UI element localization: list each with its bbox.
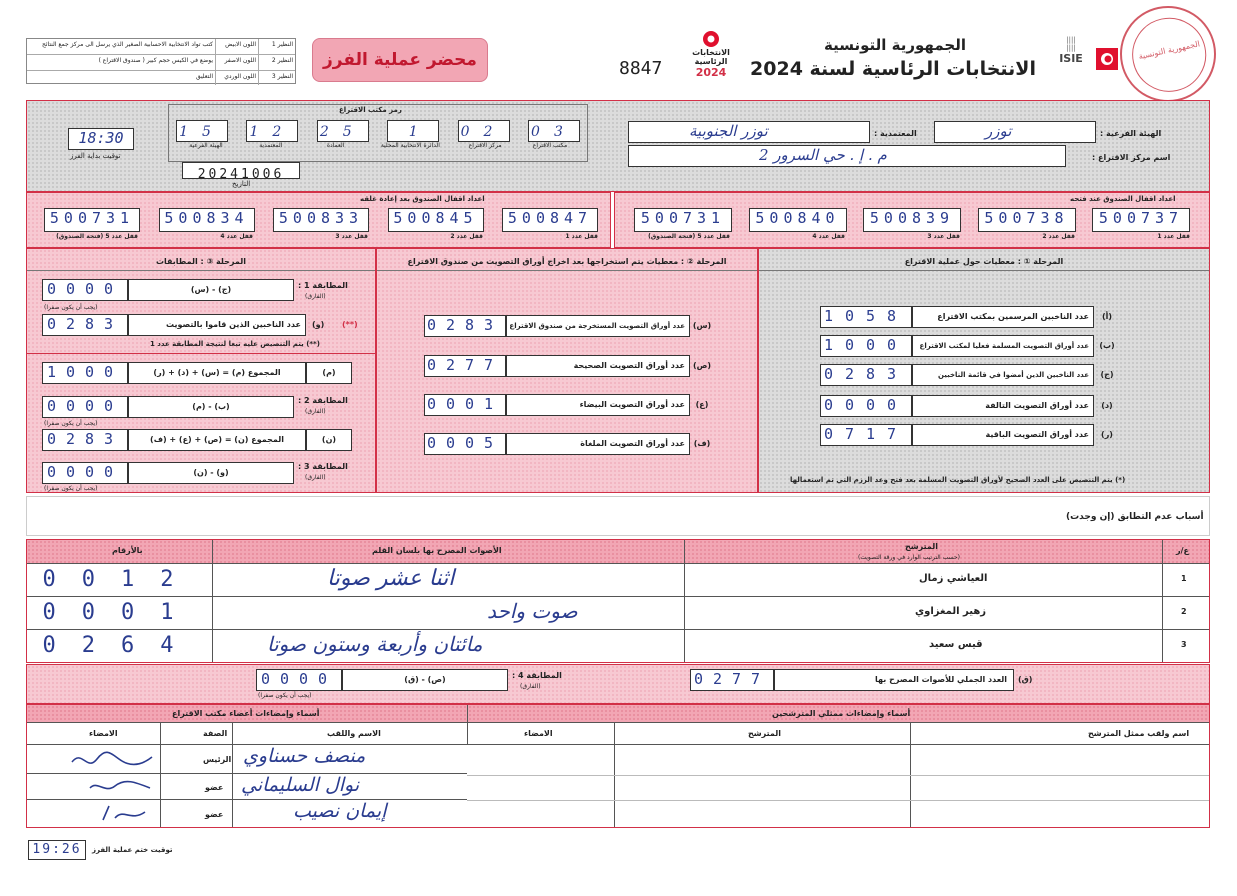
stage1-label: عدد أوراق التصويت المسلمة فعليا لمكتب الاقتراع [912,335,1094,357]
results-header [27,540,1209,564]
match4-value-box [256,669,342,691]
code-title: رمز مكتب الاقتراع [339,106,402,114]
reps-col: الامضاء [524,729,553,738]
match4-value[interactable]: 0000 [260,670,338,688]
match2-value-box [42,396,128,418]
match1-label: المطابقة 1 : [298,281,348,290]
stage1-value[interactable]: 0000 [823,396,909,414]
reps-row-line [467,775,1209,776]
legend-use: كتب تواد الانتخابية الاحسابية الصغير الذي يرسل الى مركز جمع النتائج [41,41,213,48]
result-digits-box [31,566,211,594]
center-field [628,145,1066,167]
stage1-row [820,364,1120,386]
code-boxes [176,120,580,140]
regional-label: الهيئة الفرعية : [1100,129,1162,138]
match3-value[interactable]: 0000 [46,463,124,481]
stage1-code: (ب) [1099,341,1115,350]
stage2-title: المرحلة ② : معطيات يتم استخراجها بعد اخراج أوراق التصويت من صندوق الاقتراع [407,257,727,266]
member-role: الرئيس [203,755,232,764]
match2-zero-note: (يجب أن يكون صفرا) [44,420,98,427]
stage2-code: (س) [692,321,712,330]
member-role: عضو [205,810,224,819]
republic-title: الجمهورية التونسية [824,36,966,54]
reps-col: المترشح [748,729,781,738]
stage1-label: عدد الناخبين الذين أمضوا في قائمة الناخبين [912,364,1094,386]
result-digits[interactable]: 0012 [42,567,200,592]
reps-title: أسماء وإمضاءات ممثلي المترشحين [772,709,911,718]
match3-diff: (الفارق) [305,474,326,481]
members-col: الامضاء [89,729,118,738]
end-time-label: توقيت ختم عملية الفرز [92,846,173,854]
voters-value[interactable]: 0283 [46,315,124,333]
match1-formula: (ج) - (س) [128,279,294,301]
total-label: العدد الجملي للأصوات المصرح بها [774,669,1014,691]
logo-year: 2024 [695,66,727,79]
result-name: زهير المغزاوي [915,606,987,617]
lock-value[interactable]: 500839 [869,209,955,227]
code-value[interactable]: 12 [249,124,296,140]
stage1-code: (أ) [1101,312,1113,321]
totals-band [26,664,1210,704]
sum-n-value-box [42,429,128,451]
code-value[interactable]: 03 [531,124,577,140]
member-name[interactable]: إيمان نصيب [293,800,387,822]
delegation-value[interactable]: توزر الجنوبية [689,122,768,140]
member-name[interactable]: نوال السليماني [241,774,360,796]
member-row [27,774,467,800]
stage2-row [424,315,714,337]
col-candidate: المترشح [905,542,938,551]
member-row [27,745,467,774]
center-label: اسم مركز الاقتراع : [1092,153,1171,162]
isie-text: ISIE [1059,52,1083,65]
code-labels [176,142,580,149]
signature-icon [67,747,157,773]
stage2-value[interactable]: 0277 [426,356,504,374]
code-value[interactable]: 1 [408,124,418,140]
regional-field [934,121,1096,143]
logo-text-1: الانتخابات [692,48,730,57]
start-time-box [68,128,134,148]
stage2-value[interactable]: 0283 [426,316,504,334]
code-label: مكتب الاقتراع [532,142,568,149]
result-num: 1 [1181,574,1187,583]
match2-value[interactable]: 0000 [46,397,124,415]
stage2-row [424,355,714,377]
stage1-row [820,335,1120,357]
stage1-label: عدد أوراق التصويت الباقية [912,424,1094,446]
start-time-label: توقيت بداية الفرز [70,152,121,160]
table-row [27,597,1209,630]
signature-icon [95,802,155,826]
stage2-label: عدد أوراق التصويت البيضاء [506,394,690,416]
sum-m-value-box [42,362,128,384]
result-num: 3 [1181,640,1187,649]
isie-logo: |||| |||| ISIE [1048,36,1094,86]
date-box [182,162,300,182]
delegation-label: المعتمدية : [874,129,917,138]
code-value[interactable]: 25 [319,124,366,140]
stage1-row [820,306,1120,328]
official-stamp [1111,0,1225,111]
voters-stars: (**) [342,320,358,329]
legend-color: اللون الابيض [215,39,258,54]
result-digits-box [31,632,211,660]
members-header-row [27,723,467,745]
legend-use: يوضع في الكيس حجم كبير ( صندوق الاقتراع ) [98,57,213,64]
stage1-label: عدد الناخبين المرسمين بمكتب الاقتراع [912,306,1094,328]
code-value[interactable]: 15 [179,124,225,140]
lock-label: قفل عدد 2 [450,233,483,240]
lock-label: قفل عدد 2 [1042,233,1075,240]
result-digits[interactable]: 0264 [42,633,200,658]
result-num: 2 [1181,607,1187,616]
sum-m-code: (م) [306,362,352,384]
match1-zero-note: (يجب أن يكون صفرا) [44,304,98,311]
locks-closing-title: اعداد اقفال الصندوق بعد إعادة غلقه [360,195,485,203]
stage1-value[interactable]: 0717 [823,425,909,443]
mismatch-field[interactable] [26,496,1210,536]
code-label: مركز الاقتراع [468,142,502,149]
lock-label: قفل عدد 5 (فتحة الصندوق) [648,233,730,240]
match2-label: المطابقة 2 : [298,396,348,405]
col-num: ع/ر [1176,546,1189,555]
locks-closing-row [44,208,598,232]
match4-diff: (الفارق) [520,683,541,690]
sum-n-label: المجموع (ن) = (ص) + (ع) + (ف) [128,429,306,451]
start-time-value[interactable]: 18:30 [78,129,124,147]
table-row [27,630,1209,662]
code-label: الدائرة الانتخابية المحلية [380,142,440,149]
end-time-value[interactable]: 19:26 [32,842,82,857]
table-row [27,564,1209,597]
lock-value[interactable]: 500834 [164,209,249,227]
member-name[interactable]: منصف حسناوي [243,745,366,767]
lock-label: قفل عدد 3 [927,233,960,240]
members-col: الاسم واللقب [327,729,381,738]
stage1-header [759,249,1209,271]
lock-value[interactable]: 500731 [640,209,726,227]
stage2-code: (ص) [692,361,712,370]
stage2-code: (ف) [693,439,711,448]
mismatch-label: أسباب عدم التطابق (إن وجدت) [1066,512,1204,522]
legend-color: اللون الوردي [215,71,258,85]
election-logo [686,30,736,92]
legend-color: اللون الاصفر [215,55,258,70]
legend-copy: النظير 3 [258,71,295,85]
stage2-label: عدد أوراق التصويت الصحيحة [506,355,690,377]
match3-label: المطابقة 3 : [298,462,348,471]
stage2-label: عدد أوراق التصويت الملغاة [506,433,690,455]
stage1-value[interactable]: 1000 [823,336,909,354]
match1-diff: (الفارق) [305,293,326,300]
stage2-value[interactable]: 0005 [426,434,504,452]
result-name: العياشي زمال [919,573,988,584]
date-label: التاريخ [232,180,251,188]
stage1-row [820,395,1120,417]
locks-opening-row [634,208,1190,232]
match4-label: المطابقة 4 : [512,671,562,680]
legend-copy: النظير 1 [258,39,295,54]
match1-value[interactable]: 0000 [46,280,124,298]
lock-value[interactable]: 500737 [1098,209,1184,227]
match4-zero-note: (يجب أن يكون صفرا) [258,692,312,699]
tunisia-flag-icon [1096,48,1118,70]
result-digits-box [31,599,211,627]
code-label: الهيئة الفرعية [189,142,223,149]
locks-opening-title: اعداد اقفال الصندوق عند فتحه [1070,195,1176,203]
lock-label: قفل عدد 5 (فتحة الصندوق) [56,233,138,240]
lock-label: قفل عدد 4 [220,233,253,240]
match3-value-box [42,462,128,484]
lock-value[interactable]: 500847 [507,209,593,227]
match3-formula: (و) - (ن) [128,462,294,484]
members-col: الصفة [203,729,228,738]
lock-value[interactable]: 500840 [755,209,840,227]
form-title-badge [312,38,488,82]
match2-diff: (الفارق) [305,408,326,415]
reps-col: اسم ولقب ممثل المترشح [1088,729,1190,738]
member-row [27,800,467,827]
reps-row-line [467,800,1209,801]
stage1-row [820,424,1120,446]
col-words: الأصوات المصرح بها بلسان القلم [372,546,502,555]
result-digits[interactable]: 0001 [42,600,200,625]
total-value-box [690,669,774,691]
voters-note: (**) يتم التنصيص عليه تبعا لنتيجة المطابقة عدد 1 [150,340,320,348]
sum-n-value[interactable]: 0283 [46,430,124,448]
regional-value[interactable]: توزر [985,122,1012,140]
voters-value-box [42,314,128,336]
stage3-header [27,249,375,271]
member-role: عضو [205,783,224,792]
match1-value-box [42,279,128,301]
code-label: المعتمدية [259,142,283,149]
code-value[interactable]: 02 [460,124,507,140]
stage2-label: عدد أوراق التصويت المستخرجة من صندوق الاقتراع [506,315,690,337]
stage2-row [424,394,714,416]
lock-label: قفل عدد 4 [812,233,845,240]
center-value[interactable]: م . إ . حي السرور 2 [759,146,887,164]
form-number: 8847 [619,58,663,79]
lock-value[interactable]: 500738 [984,209,1069,227]
stage1-code: (د) [1101,401,1113,410]
members-title: أسماء وإمضاءات أعضاء مكتب الاقتراع [172,709,320,718]
reps-header-row [467,723,1209,745]
stage2-header [377,249,757,271]
stage1-label: عدد أوراق التصويت التالفة [912,395,1094,417]
lock-value[interactable]: 500731 [49,209,135,227]
voters-code: (و) [312,320,325,329]
stage1-code: (ج) [1100,370,1114,379]
result-words[interactable]: اثنا عشر صوتا [327,566,455,591]
end-time-box [28,840,86,860]
stage1-value[interactable]: 1058 [823,307,909,325]
election-title: الانتخابات الرئاسية لسنة 2024 [750,58,1036,80]
legend-use: التعليق [195,73,213,80]
lock-label: قفل عدد 1 [565,233,598,240]
form-title: محضر عملية الفرز [323,50,477,70]
legend-copy: النظير 2 [258,55,295,70]
stage1-value[interactable]: 0283 [823,365,909,383]
match2-formula: (ب) - (م) [128,396,294,418]
voters-label: عدد الناخبين الذين قاموا بالتصويت [128,314,306,336]
locks-opening-labels [634,233,1190,240]
stage3-divider [27,353,375,354]
lock-value[interactable]: 500845 [393,209,478,227]
match3-zero-note: (يجب أن يكون صفرا) [44,485,98,492]
signature-icon [85,776,155,798]
sum-m-value[interactable]: 1000 [46,363,124,381]
delegation-field [628,121,870,143]
lock-value[interactable]: 500833 [278,209,364,227]
stage1-title: المرحلة ① : معطيات حول عملية الاقتراع [904,257,1064,266]
sum-n-code: (ن) [306,429,352,451]
sum-m-label: المجموع (م) = (س) + (د) + (ر) [128,362,306,384]
stage1-footnote: (*) يتم التنصيص على العدد الصحيح لأوراق التصويت المسلمة بعد فتح وعد الرزم التي تم استعمالها [790,476,1126,484]
stamp-text: الجمهورية التونسية [1137,39,1201,62]
result-name: قيس سعيد [929,639,983,650]
logo-text-2: الرئاسية [694,57,728,66]
stage2-row [424,433,714,455]
stage3-title: المرحلة ③ : المطابقات [155,257,246,266]
code-label: العمادة [326,142,345,149]
legend-table [26,38,296,84]
result-words[interactable]: صوت واحد [487,599,578,623]
lock-label: قفل عدد 1 [1157,233,1190,240]
stage1-code: (ر) [1101,430,1113,439]
stage2-value[interactable]: 0001 [426,395,504,413]
result-words[interactable]: مائتان وأربعة وستون صوتا [267,632,483,656]
lock-label: قفل عدد 3 [335,233,368,240]
flag-icon [702,30,720,48]
col-digits: بالأرقام [112,546,143,555]
stage2-code: (ع) [695,400,709,409]
locks-closing-labels [44,233,598,240]
col-candidate-sub: (حسب الترتيب الوارد في ورقة التصويت) [858,554,960,561]
total-code: (ق) [1018,675,1033,684]
match4-formula: (ص) - (ق) [342,669,508,691]
date-value[interactable]: 20241006 [197,167,285,182]
total-value[interactable]: 0277 [693,670,771,688]
